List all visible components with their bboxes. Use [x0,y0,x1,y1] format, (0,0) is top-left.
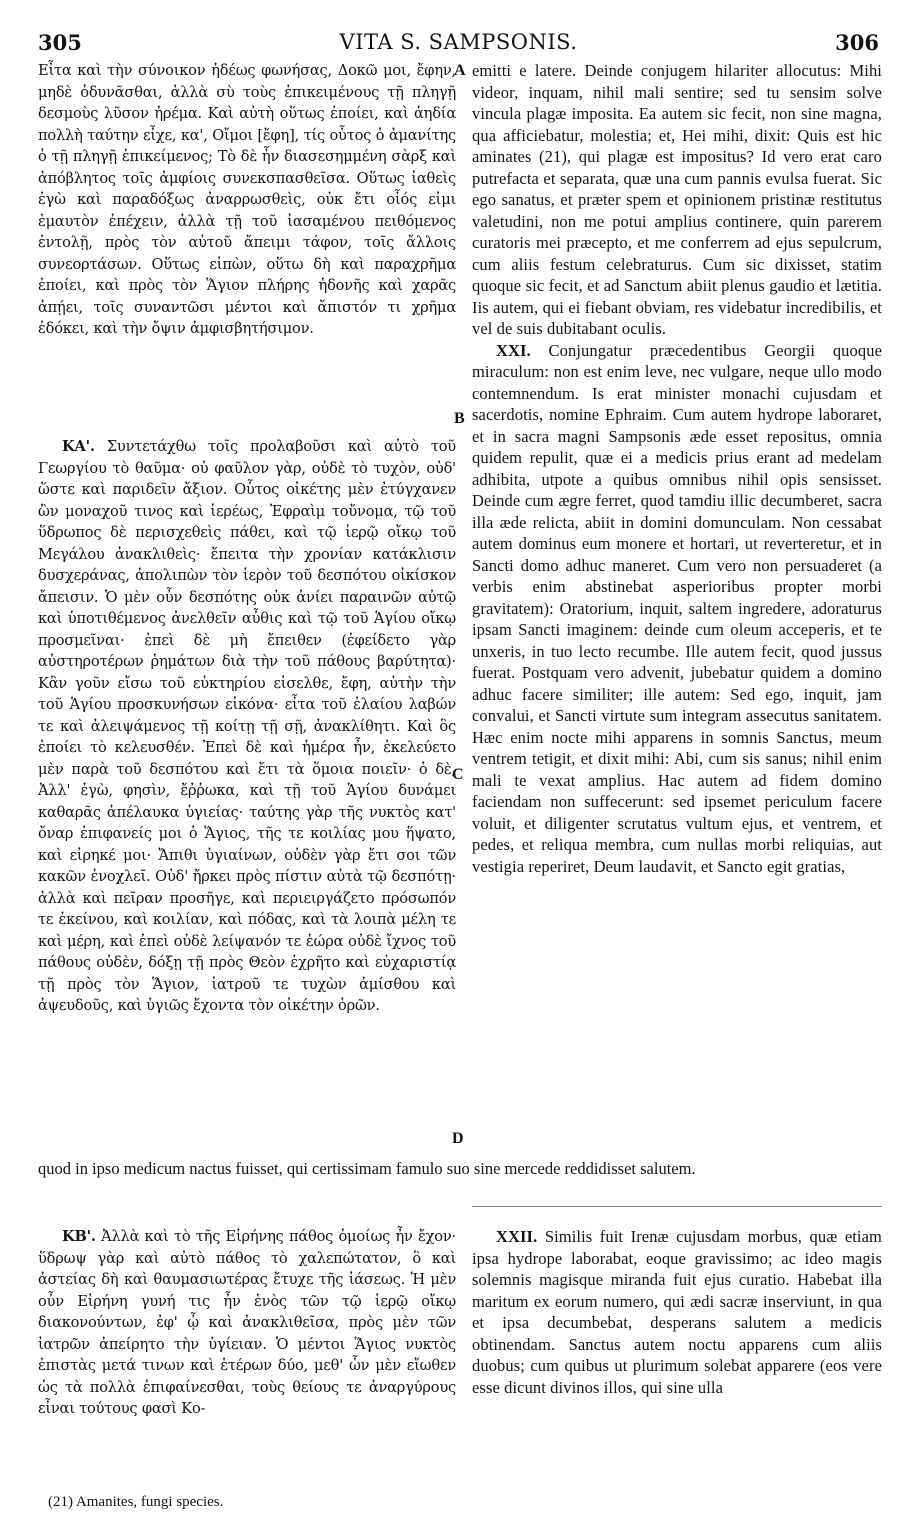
section-label: ΚΒ'. [62,1228,96,1245]
margin-marker-a: A [454,62,466,79]
latin-column-chapter-22 [472,1226,882,1452]
latin-paragraph [472,1226,882,1398]
greek-paragraph-text: Συντετάχθω τοῖς προλαβοῦσι καὶ αὐτὸ τοῦ Γεωργίου τὸ θαῦμα· οὐ φαῦλον γὰρ, οὐδὲ τὸ τυχὸν, οὐδ' ὥστε καὶ παριδεῖν ἄξιον. Οὗτος οἰκέτης μὲν ἐτύγχανεν ὢν μοναχοῦ τινος καὶ ἱερέως, Ἐφραὶμ τοὔνομα, τῷ τοῦ ὕδρωπος δὲ περισχεθεὶς πάθει, καὶ τῷ ἱερῷ οἴκῳ τοῦ Μεγάλου ἀνακλιθεὶς· ἔπειτα τὴν χρονίαν κατάκλισιν δυσχεράνας, ἀπολιπὼν τὸν ἱερὸν τοῦ δεσπότου οἰκίσκον ἄπεισιν. Ὁ μὲν οὖν δεσπότης οὐκ ἀνίει παραινῶν αὐτῷ καὶ ὑποτιθέμενος ἀνελθεῖν αὖθις καὶ τῷ τοῦ Ἁγίου οἴκῳ προσμεῖναι· ἐπεὶ δὲ μὴ ἔπειθεν (ἐφείδετο γὰρ αὐστηροτέρων ῥημάτων διὰ τὴν τοῦ πάθους βαρύτητα)· Κἂν γοῦν εἴσω τοῦ εὐκτηρίου εἰσελθε, ἔφη, αὐτὴν τὴν τοῦ Ἁγίου προσκυνήσων εἰκόνα· εἶτα τοῦ ἐλαίου λαβών τε καὶ ἀλειψάμενος τῇ κοίτῃ τῇ σῇ, ἀνακλίθητι. Καὶ ὃς ἐποίει τὸ κελευσθέν. Ἐπεὶ δὲ καὶ ἡμέρα ἦν, ἐκελεύετο μὲν παρὰ τοῦ δεσπότου καὶ ἔτι τὰ ὅμοια ποιεῖν· ὁ δὲ, Ἀλλ' ἐγὼ, φησὶν, ἔῤῥωκα, καὶ τῇ τοῦ Ἁγίου δυνάμει καθαρᾶς ἀπέλαυκα ὑγιείας· ταύτης γὰρ τῆς νυκτὸς κατ' ὄναρ ἐπιφανείς μοι ὁ Ἅγιος, τῆς τε κοιλίας μου ἥψατο, καὶ εἰρηκέ μοι· Ἄπιθι ὑγιαίνων, οὐδὲν γὰρ ἔτι σοι τῶν κακῶν ἐνοχλεῖ. Οὐδ' ἤρκει πρὸς πίστιν αὐτὰ τῷ δεσπότῃ· ἀλλὰ καὶ πεῖραν προσῆγε, καὶ περιειργάζετο πρόσωπόν τε ἐκείνου, καὶ κοιλίαν, καὶ πόδας, καὶ τὰ λοιπὰ μέλη τε καὶ μέρη, καὶ ἐπεὶ οὐδὲ λείψανόν τε ἑώρα οὐδὲ ἴχνος τοῦ πάθους οὐδὲν, δόξῃ τῇ πρὸς Θεὸν ἐχρῆτο καὶ εὐχαριστίᾳ τῇ πρὸς τὸν Ἅγιον, ἰατροῦ τε τυχὼν ἀμίσθου καὶ ἀψευδοῦς, καὶ ὑγιῶς ἔχοντα τὸν οἰκέτην ὁρῶν. [38,438,456,1014]
latin-column-top [472,60,882,1160]
running-title: VITA S. SAMPSONIS. [339,30,578,54]
greek-paragraph: Εἶτα καὶ τὴν σύνοικον ἡδέως φωνήσας, Δοκῶ μοι, ἔφην, μηδὲ ὀδυνᾶσθαι, ἀλλὰ σὺ τοὺς ἐπικειμένους τῇ πληγῇ δεσμοὺς λῦσον ἠρέμα. Καὶ αὐτὴ οὕτως ἐποίει, καὶ ἀηδία πολλὴ ταύτην εἶχε, κα', Οἴμοι [ἔφη], τίς οὗτος ὁ ἀμανίτης ὁ τῇ πληγῇ ἐπικείμενος; Τὸ δὲ ἦν διασεσημμένη σὰρξ καὶ ἀπόβλητος τοῖς ἀμφίοις συνεκσπασθεῖσα. Οὕτως ἰαθεὶς ἐγὼ καὶ παραδόξως ἀναρρωσθεὶς, οὐκ ἔτι οἷός εἰμι ἐμαυτὸν ἐπέχειν, ἀλλὰ τῇ τοῦ ἰασαμένου πειθόμενος ἐντολῇ, πρὸς τὸν αὐτοῦ ἄπειμι τάφον, τοῖς ἄλλοις συνεορτάσων. Οὕτως εἰπὼν, οὕτω δὴ καὶ παραχρῆμα ἐποίει, καὶ πρὸς τὸν Ἅγιον πλήρης ἡδονῆς καὶ χαρᾶς ἀπῄει, τοῖς συναντῶσι μέντοι καὶ ἄπιστόν τι χρῆμα ἐδόκει, καὶ τὴν ὄψιν ἀμφισβητήσιμον. [38,62,456,337]
latin-paragraph [472,340,882,878]
footnote: (21) Amanites, fungi species. [48,1494,224,1510]
greek-paragraph [38,436,456,1017]
greek-column-chapter-21 [38,436,456,1156]
section-label: ΚΑ'. [62,438,95,455]
margin-marker-c: C [452,766,464,783]
margin-marker-d: D [452,1130,464,1147]
section-label: XXI. [496,340,531,360]
greek-paragraph-text: Ἀλλὰ καὶ τὸ τῆς Εἰρήνης πάθος ὁμοίως ἦν ἔχον· ὕδρωψ γὰρ καὶ αὐτὸ πάθος τὸ χαλεπώτατον, ὃ καὶ ἀστείας δὴ καὶ θαυμασιωτέρας ἔτυχε τῆς ἰάσεως. Ἡ μὲν οὖν Εἰρήνη γυνή τις ἦν ἑνὸς τῶν τῷ ἱερῷ οἴκῳ διακονούντων, ἐφ' ᾧ καὶ ἀνακλιθεῖσα, πρὸς μὲν τῶν ἰατρῶν ἀπείρητο τὴν ὑγίειαν. Ὁ μέντοι Ἅγιος νυκτὸς ἐπιστὰς μετά τινων καὶ ἑτέρων δύο, μεθ' ὧν μὲν εἴωθεν ὡς τὰ πολλὰ ἐπιφαίνεσθαι, τοὺς θείους τε ἀναργύρους εἶναι τούτους φασὶ Κο- [38,1228,456,1417]
page-header [38,30,879,60]
latin-paragraph-text: Similis fuit Irenæ cujusdam morbus, quæ etiam ipsa hydrope laborabat, eoque gravissimo; ac ideo magis solemnis magisque miranda fuit ejus curatio. Habebat illa maritum ex eorum numero, qui ædi sacræ inserviunt, in qua et ipsa decumbebat, desperans salutem a medicis obtinendam. Sanctus autem noctu apparens cum aliis duobus; cum quibus ut plurimum solebat apparere (eos vere esse dicunt divinos illos, qui sine ulla [472,1227,882,1397]
section-label: XXII. [496,1227,538,1246]
page-number-right: 306 [835,30,879,55]
full-width-latin-line: quod in ipso medicum nactus fuisset, qui certissimam famulo suo sine mercede reddidisset salutem. [38,1159,696,1178]
column-separator-rule [472,1206,882,1207]
greek-column-chapter-22 [38,1226,456,1452]
greek-column-top [38,60,456,395]
greek-paragraph [38,1226,456,1420]
latin-paragraph-text: Conjungatur præcedentibus Georgii quoque miraculum: non est enim leve, nec vulgare, neque ullo modo contemnendum. Is erat minister monachi cujusdam et sacerdotis, nomine Ephraim. Cum autem hydrope laboraret, et in sacra magni Sampsonis æde esset repositus, omnia quidem repulit, quæ ei a medicis prius erant ad medelam adhibita, utpote a quibus omnibus nihil opis sensisset. Deinde cum ægre ferret, quod tamdiu illic decumberet, sacra illa æde relicta, abiit in domini domunculam. Non cessabat autem dominus eum monere et hortari, ut reverteretur, et in Sancti domo adhuc maneret. Cum vero non persuaderet (a verbis enim abstinebat asperioribus propter morbi gravitatem): Oratorium, inquit, saltem ingredere, adoraturus ipsam Sancti imaginem: deinde cum oleum acceperis, et te unxeris, in tuo lecto recumbe. Ille autem fecit, quod jussus fuerat. Postquam vero advenit, jubebatur quidem a domino adhuc facere similiter; ille autem: Sed ego, inquit, jam convalui, et Sancti virtute sum integram assecutus sanitatem. Hæc enim nocte mihi apparens in somnis Sanctus, meum ventrem tetigit, et dixit mihi: Abi, cum sis sanus; nihil enim mali te vexat amplius. Hac autem ad fidem domino faciendam non suffecerunt: sed ipsemet periculum facere voluit, et diligenter scrutatus vultum ejus, et ventrem, et pedes, et reliqua membra, cum nullas morbi reliquias, aut vestigia reperiret, Deum laudavit, et Sancto egit gratias, [472,340,882,876]
margin-marker-b: B [454,410,465,427]
page-number-left: 305 [38,30,82,55]
latin-paragraph: emitti e latere. Deinde conjugem hilariter allocutus: Mihi videor, inquam, nihil mali sentire; sed tu sensim solve vincula plagæ imposita. Ea autem sic fecit, non sine magna, qua afficiebatur, molestia; et, Hei mihi, dixit: Quis est hic aminates (21), qui plagæ est impositus? Id vero erat caro putrefacta et separata, quæ una cum pannis evulsa fuerat. Sic ego sanatus, et præter spem et opinionem pristinæ restitutus valetudini, non me potui amplius continere, quin parerem curatoris mei præcepto, et me conferrem ad ejus sepulcrum, cum aliis festum celebraturus. Cum sic dixisset, statim quoque sic fecit, et ad Sanctum abiit plenus gaudio et lætitia. Iis autem, qui ei fiebant obviam, res videbatur incredibilis, et vel de suis dubitabant oculis. [472,61,882,338]
